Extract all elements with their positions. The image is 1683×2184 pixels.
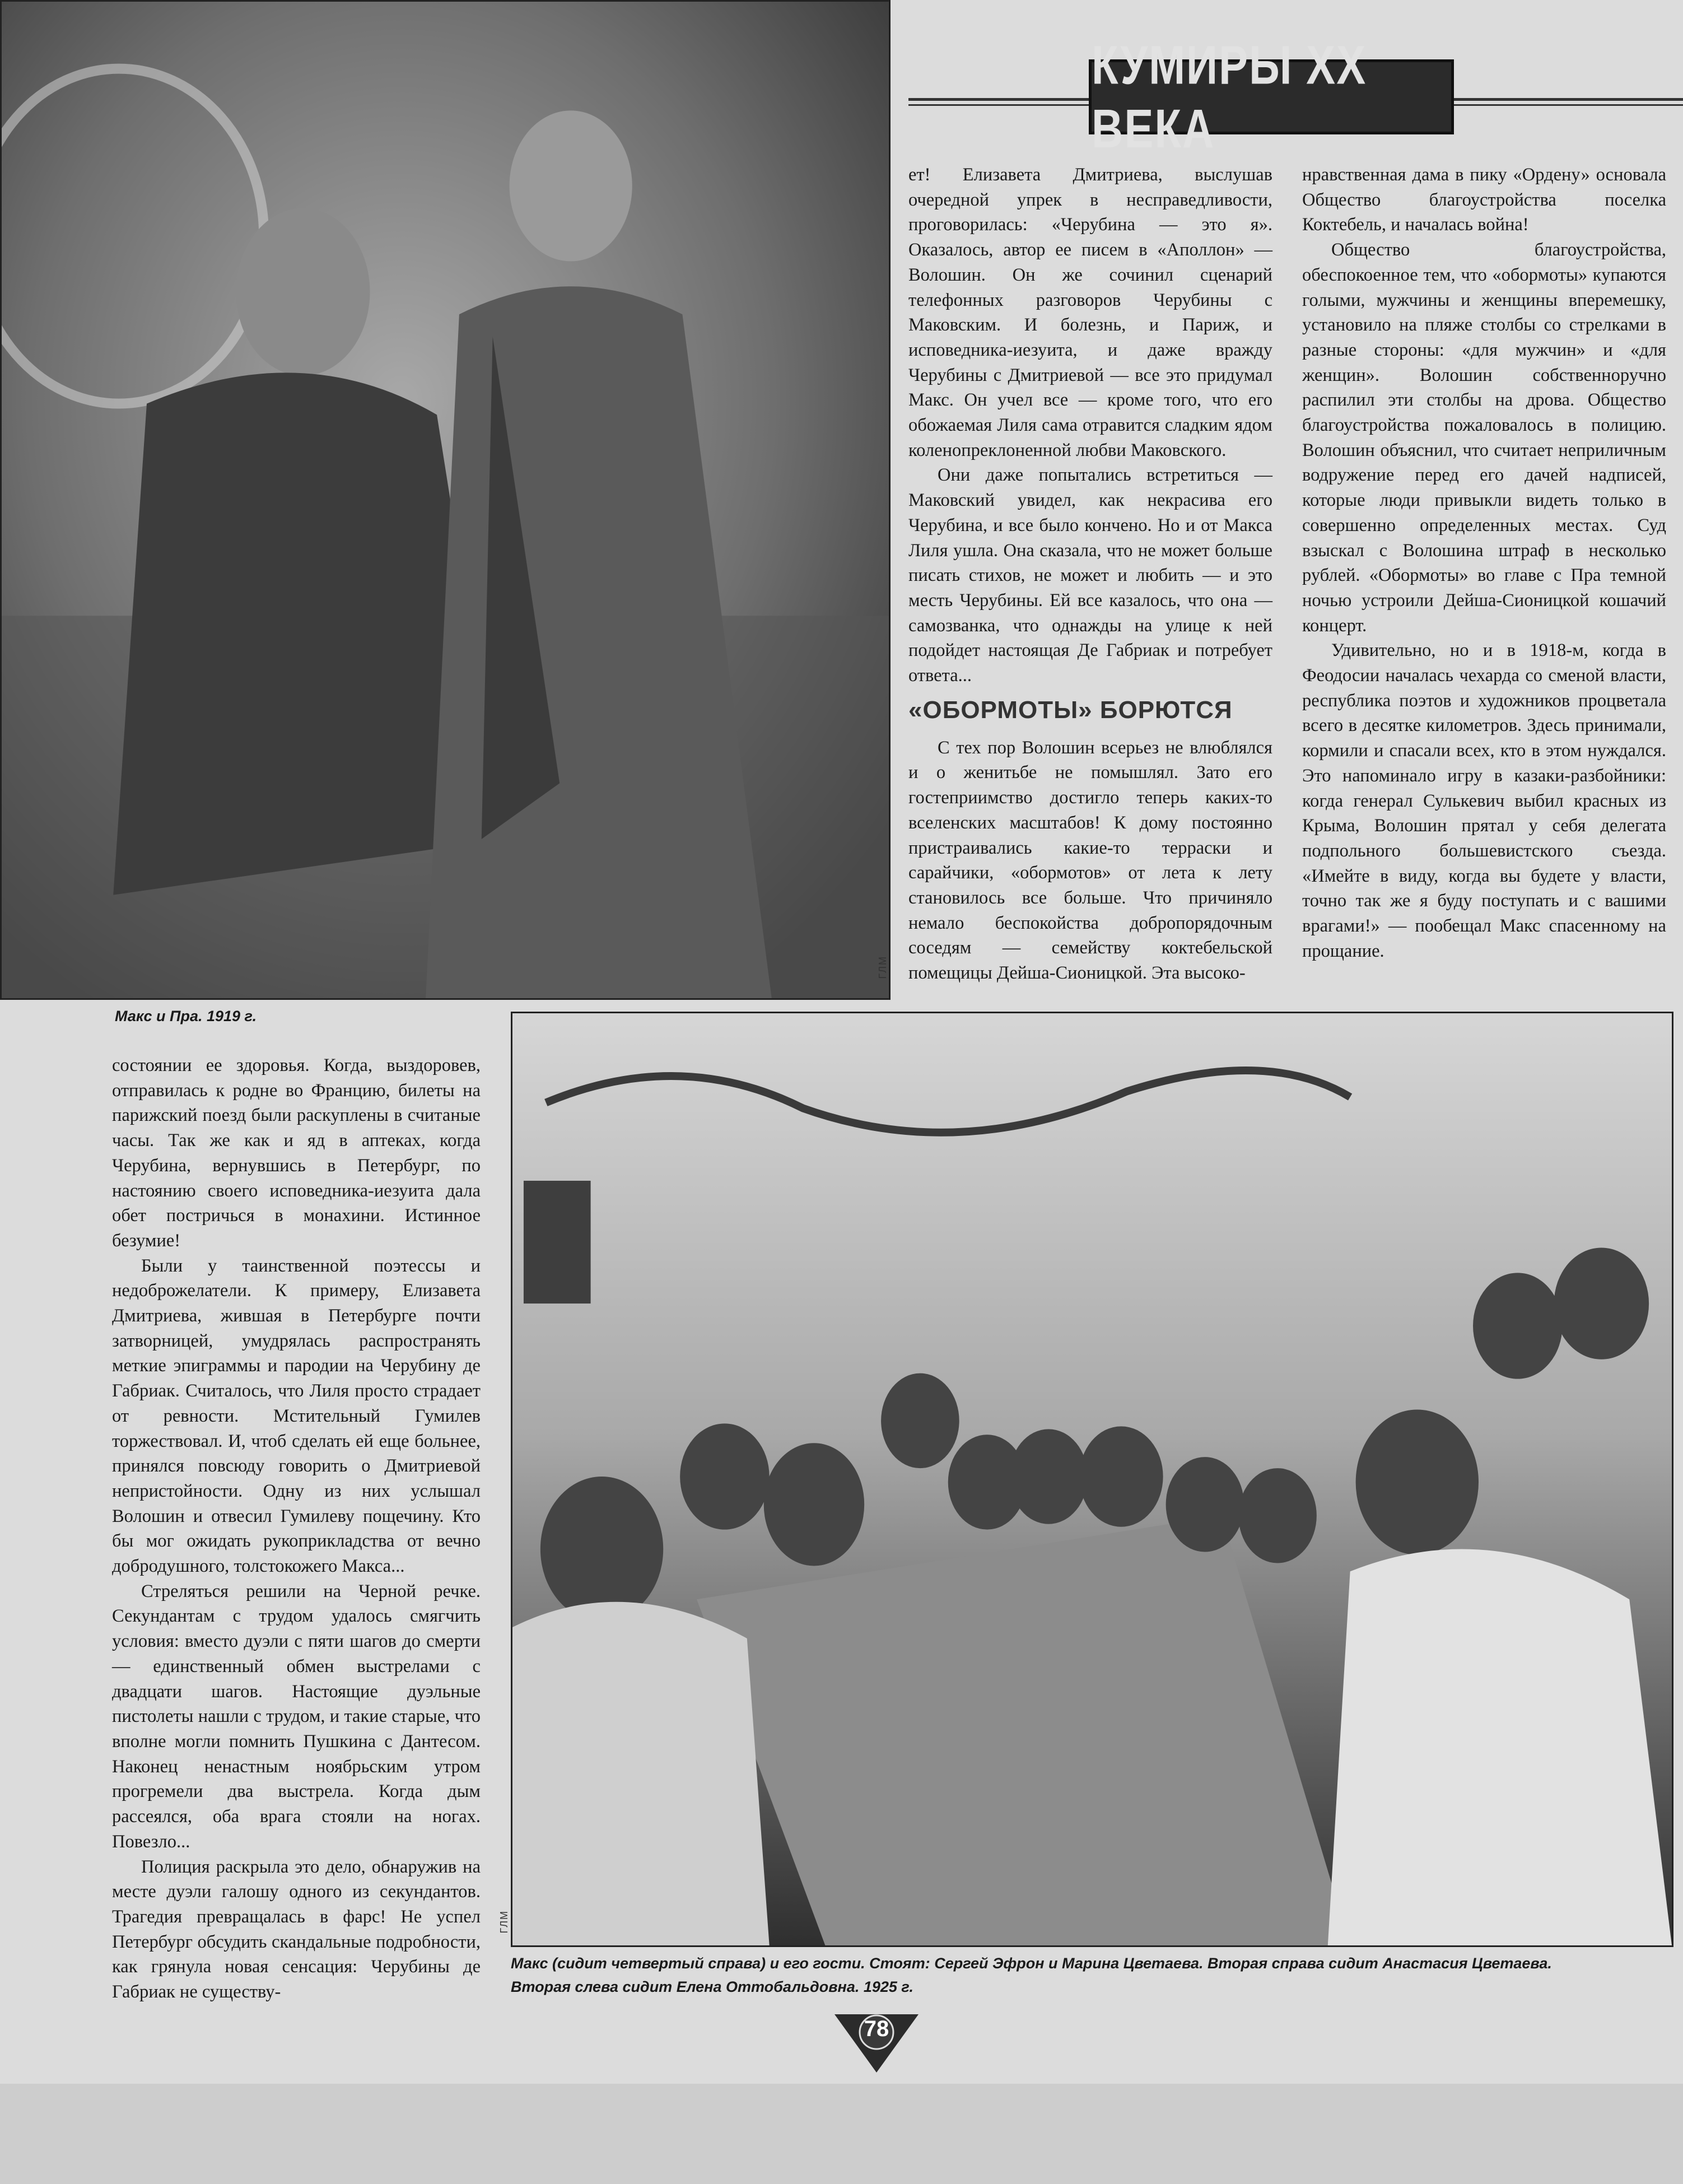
paragraph: Были у таинственной поэтессы и недоброжелатели. К примеру, Елизавета Дмитриева, жившая в Петербурге почти затворницей, умудрялась распространять меткие эпиграммы и пародии на Черубину де Габриак. Считалось, что Лиля просто страдает от ревности. Мстительный Гумилев торжествовал. И, чтоб сделать ей еще больнее, принялся повсюду говорить о Дмитриевой непристойности. Одну из них услышал Волошин и отвесил Гумилеву пощечину. Кто бы мог ожидать рукоприкладства от вечно добродушного, толстокожего Макса... [112, 1255, 481, 1577]
photo-max-and-pra [0, 0, 891, 1000]
photo2-caption-line-1: Макс (сидит четвертый справа) и его гости. Стоят: Сергей Эфрон и Марина Цветаева. Вторая справа сидит Анастасия Цветаева. [511, 1955, 1552, 1972]
paragraph: Общество благоустройства, обеспокоенное тем, что «обормоты» купаются голыми, мужчины и женщины вперемешку, установило на пляже столбы со стрелками в разные стороны: «для мужчин» и «для женщин». Волошин собственноручно распилил эти столбы на дрова. Общество благоустройства пожаловалось в полицию. Волошин объяснил, что считает неприличным водружение перед его дачей надписей, которые люди привыкли видеть только в совершенно определенных местах. Суд взыскал с Волошина штраф в несколько рублей. «Обормоты» во главе с Пра темной ночью устроили Дейша-Сионицкой кошачий концерт. [1302, 240, 1666, 636]
paragraph: Они даже попытались встретиться — Маковский увидел, как некрасива его Черубина, и все было кончено. Но и от Макса Лиля ушла. Она сказала, что не может больше писать стихов, не может и любить — и это месть Черубины. Ей все казалось, что она — самозванка, что однажды на улице к ней подойдет настоящая Де Габриак и потребует ответа... [908, 465, 1272, 686]
paragraph: нравственная дама в пику «Ордену» основала Общество благоустройства поселка Коктебель, и началась война! [1302, 165, 1666, 235]
rubric-title: КУМИРЫ XX ВЕКА [1092, 34, 1367, 160]
article-column-left [112, 1053, 481, 2005]
article-column-top-1 [908, 162, 1272, 986]
photo2-caption-line-2: Вторая слева сидит Елена Оттобальдовна. 1925 г. [511, 1978, 913, 1995]
article-column-top-2 [1302, 162, 1666, 964]
paragraph: Стреляться решили на Черной речке. Секундантам с трудом удалось смягчить условия: вместо дуэли с пяти шагов до смерти — единственный обмен выстрелами с двадцати шагов. Настоящие дуэльные пистолеты нашли с трудом, и такие старые, что вполне могли помнить Пушкина с Дантесом. Наконец ненастным ноябрьским утром прогремели два выстрела. Когда дым рассеялся, оба врага стояли на ногах. Повезло... [112, 1581, 481, 1852]
photo-dining-table [511, 1012, 1673, 1947]
photo1-caption: Макс и Пра. 1919 г. [115, 1008, 257, 1025]
bottom-strip [0, 2084, 1683, 2184]
section-subheading: «ОБОРМОТЫ» БОРЮТСЯ [908, 696, 1233, 724]
photo1-credit: ГЛМ [877, 956, 888, 979]
paragraph: С тех пор Волошин всерьез не влюблялся и о женитьбе не помышлял. Зато его гостеприимство достигло теперь каких-то вселенских масштабов! К дому постоянно пристраивались какие-то терраски и сарайчики, «обормотов» от лета к лету становилось все больше. Что причиняло немало беспокойства добропорядочным соседям — семейству коктебельской помещицы Дейша-Сионицкой. Эта высоко- [908, 737, 1272, 984]
photo2-credit: ГЛМ [498, 1910, 510, 1934]
rubric-badge [1089, 34, 1454, 160]
page-number-badge [834, 2014, 919, 2073]
photo-max-and-pra-image [2, 2, 889, 998]
photo-dining-table-image [512, 1013, 1672, 1945]
paragraph: Полиция раскрыла это дело, обнаружив на месте дуэли галошу одного из секундантов. Трагедия превращалась в фарс! Не успел Петербург обсудить скандальные подробности, как грянула новая сенсация: Черубины де Габриак не существу- [112, 1856, 481, 2003]
paragraph: Удивительно, но и в 1918-м, когда в Феодосии началась чехарда со сменой власти, республика поэтов и художников процветала всего в десятке километров. Здесь принимали, кормили и спасали всех, кто в этом нуждался. Это напоминало игру в казаки-разбойники: когда генерал Сулькевич выбил красных из Крыма, Волошин прятал у себя делегата подпольного большевистского съезда. «Имейте в виду, когда вы будете у власти, точно так же я буду поступать и с вашими врагами!» — пообещал Макс спасенному на прощание. [1302, 640, 1666, 961]
photo2-caption [511, 1952, 1673, 1999]
rubric-header [908, 34, 1683, 160]
page-number: 78 [864, 2017, 889, 2041]
paragraph: состоянии ее здоровья. Когда, выздоровев, отправилась к родне во Францию, билеты на парижский поезд были раскуплены в считаные часы. Так же как и яд в аптеках, когда Черубина, вернувшись в Петербург, по настоянию своего исповедника-иезуита дала обет постричься в монахини. Истинное безумие! [112, 1055, 481, 1251]
paragraph: ет! Елизавета Дмитриева, выслушав очередной упрек в несправедливости, проговорилась: «Черубина — это я». Оказалось, автор ее писем в «Аполлон» — Волошин. Он же сочинил сценарий телефонных разговоров Черубины с Маковским. И болезнь, и Париж, и исповедника-иезуита, и даже вражду Черубины с Дмитриевой — все это придумал Макс. Он учел все — кроме того, что его обожаемая Лиля сама отравится сладким ядом коленопреклоненной любви Маковского. [908, 165, 1272, 460]
